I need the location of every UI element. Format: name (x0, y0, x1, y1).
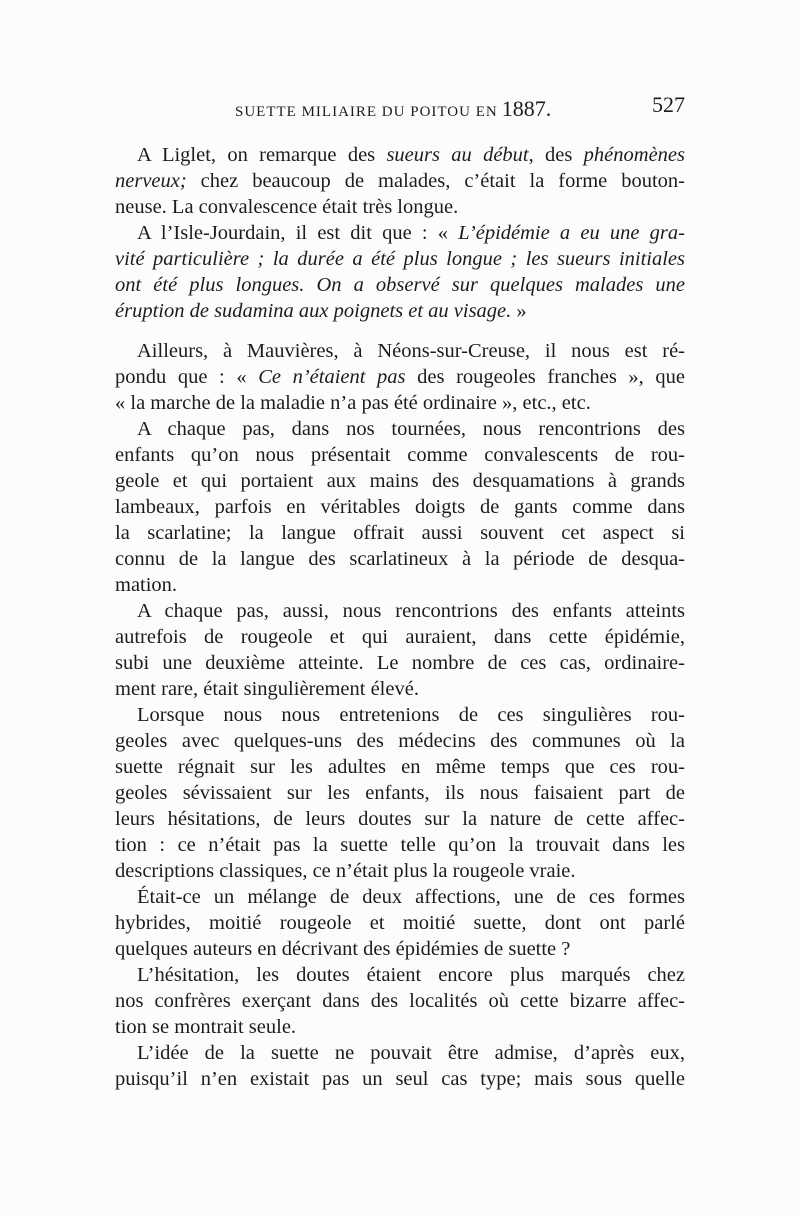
text-run: tion : ce n’était pas la suette telle qu’on la trouvait dans les (115, 834, 685, 856)
text-run: suette régnait sur les adultes en même temps que ces rou- (115, 756, 685, 778)
text-line (115, 624, 685, 650)
text-line (115, 1014, 685, 1040)
text-run: puisqu’il n’en existait pas un seul cas type; mais sous quelle (115, 1068, 685, 1090)
text-run: lambeaux, parfois en véritables doigts de gants comme dans (115, 496, 685, 518)
text-line (115, 442, 685, 468)
text-line (115, 650, 685, 676)
text-run: Ailleurs, à Mauvières, à Néons-sur-Creuse, il nous est ré- (137, 340, 685, 362)
text-line (115, 702, 685, 728)
text-run: des rougeoles franches », que (405, 366, 685, 388)
text-run: » (511, 300, 527, 322)
text-run: subi une deuxième atteinte. Le nombre de ces cas, ordinaire- (115, 652, 685, 674)
text-run: « la marche de la maladie n’a pas été ordinaire », etc., etc. (115, 392, 591, 414)
text-run: L’idée de la suette ne pouvait être admise, d’après eux, (137, 1042, 685, 1064)
text-run: mation. (115, 574, 178, 596)
text-line (115, 220, 685, 246)
text-line (115, 962, 685, 988)
body-text (115, 142, 685, 1092)
text-run: A chaque pas, dans nos tournées, nous rencontrions des (137, 418, 685, 440)
text-line (115, 884, 685, 910)
text-line (115, 546, 685, 572)
text-line (115, 832, 685, 858)
text-run: Était-ce un mélange de deux affections, une de ces formes (137, 886, 685, 908)
text-line (115, 246, 685, 272)
text-run: tion se montrait seule. (115, 1016, 297, 1038)
text-run: ment rare, était singulièrement élevé. (115, 678, 419, 700)
text-line (115, 168, 685, 194)
text-run: L’hésitation, les doutes étaient encore plus marqués chez (137, 964, 685, 986)
text-line (115, 598, 685, 624)
text-line (115, 390, 685, 416)
text-line (115, 1040, 685, 1066)
text-line (115, 520, 685, 546)
text-line (115, 988, 685, 1014)
text-line (115, 338, 685, 364)
italic-run: éruption de sudamina aux poignets et au visage. (115, 300, 512, 322)
text-line (115, 910, 685, 936)
running-title-year: 1887. (501, 96, 552, 121)
italic-run: phénomènes (583, 144, 686, 166)
text-line (115, 142, 685, 168)
italic-run: L’épidémie a eu une gra- (458, 222, 685, 244)
text-run: neuse. La convalescence était très longue. (115, 196, 459, 218)
text-run: geole et qui portaient aux mains des desquamations à grands (115, 470, 685, 492)
text-line (115, 1066, 685, 1092)
text-line (115, 754, 685, 780)
text-run: geoles sévissaient sur les enfants, ils nous faisaient part de (115, 782, 685, 804)
running-title-text: SUETTE MILIAIRE DU POITOU EN (235, 104, 498, 120)
italic-run: vité particulière ; la durée a été plus longue ; les sueurs initiales (115, 248, 685, 270)
text-line (115, 194, 685, 220)
text-line (115, 728, 685, 754)
running-title (235, 96, 551, 122)
text-run: chez beaucoup de malades, c’était la forme bouton- (186, 170, 685, 192)
text-run: Lorsque nous nous entretenions de ces singulières rou- (137, 704, 685, 726)
text-line (115, 272, 685, 298)
text-run: autrefois de rougeole et qui auraient, dans cette épidémie, (115, 626, 685, 648)
text-run: A Liglet, on remarque des (137, 144, 387, 166)
text-line (115, 780, 685, 806)
text-run: descriptions classiques, ce n’était plus la rougeole vraie. (115, 860, 576, 882)
text-line (115, 468, 685, 494)
text-run: connu de la langue des scarlatineux à la période de desqua- (115, 548, 685, 570)
text-run: nos confrères exerçant dans des localités où cette bizarre affec- (115, 990, 685, 1012)
text-line (115, 858, 685, 884)
text-run: quelques auteurs en décrivant des épidémies de suette ? (115, 938, 571, 960)
italic-run: Ce n’étaient pas (258, 366, 406, 388)
italic-run: ont été plus longues. On a observé sur quelques malades une (115, 274, 685, 296)
text-line (115, 416, 685, 442)
text-run: geoles avec quelques-uns des médecins des communes où la (115, 730, 685, 752)
italic-run: nerveux; (115, 170, 187, 192)
text-run: leurs hésitations, de leurs doutes sur la nature de cette affec- (115, 808, 685, 830)
text-run: enfants qu’on nous présentait comme convalescents de rou- (115, 444, 685, 466)
text-run: la scarlatine; la langue offrait aussi souvent cet aspect si (115, 522, 685, 544)
text-line (115, 936, 685, 962)
text-line (115, 806, 685, 832)
italic-run: sueurs au début (386, 144, 529, 166)
text-run: hybrides, moitié rougeole et moitié suette, dont ont parlé (115, 912, 685, 934)
text-line (115, 364, 685, 390)
text-run: , des (528, 144, 584, 166)
text-line (115, 572, 685, 598)
text-run: pondu que : « (115, 366, 259, 388)
text-run: A chaque pas, aussi, nous rencontrions des enfants atteints (137, 600, 685, 622)
page-number: 527 (652, 92, 685, 117)
running-head (115, 88, 685, 122)
text-line (115, 298, 685, 324)
text-line (115, 494, 685, 520)
text-run: A l’Isle-Jourdain, il est dit que : « (137, 222, 459, 244)
text-line (115, 676, 685, 702)
